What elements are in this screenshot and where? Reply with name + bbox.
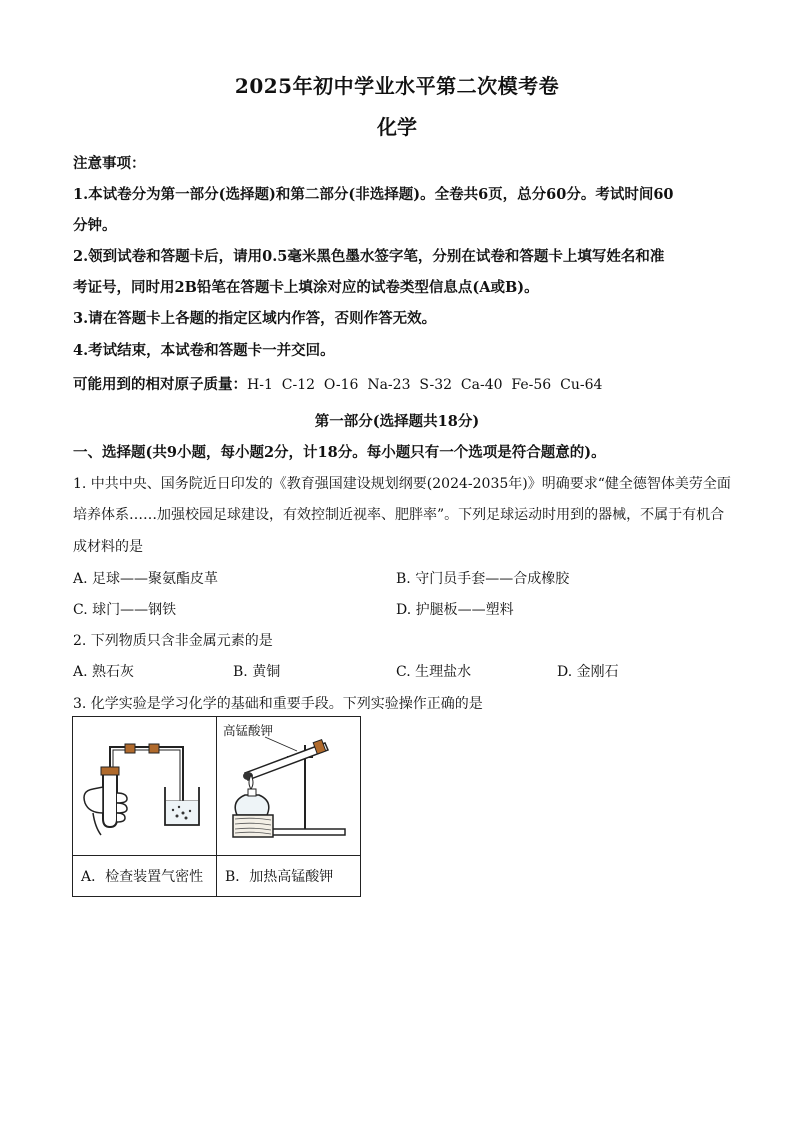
q3-caption-a: A．检查装置气密性 [73,856,217,897]
notice-item-2b: 考证号，同时用2B铅笔在答题卡上填涂对应的试卷类型信息点(A或B)。 [73,279,539,296]
q2-stem: 2. 下列物质只含非金属元素的是 [73,633,273,649]
q1-option-d: D. 护腿板——塑料 [396,602,514,618]
atomic-mass-label: 可能用到的相对原子质量： [73,376,247,393]
notice-item-1b: 分钟。 [73,217,117,234]
q1-option-c: C. 球门——钢铁 [73,602,177,618]
exam-title: 2025年初中学业水平第二次模考卷 [234,74,560,98]
q3-caption-b: B．加热高锰酸钾 [217,856,361,897]
heating-apparatus-icon [217,717,350,851]
notice-item-1a: 1.本试卷分为第一部分(选择题)和第二部分(非选择题)。全卷共6页，总分60分。考试时间60 [73,186,674,203]
q3-stem: 3. 化学实验是学习化学的基础和重要手段。下列实验操作正确的是 [73,696,483,712]
notice-heading: 注意事项： [73,155,146,172]
airtightness-apparatus-icon [73,717,216,851]
q1-line-2: 培养体系……加强校园足球建设，有效控制近视率、肥胖率”。下列足球运动时用到的器械，不属于有机合 [73,507,725,523]
q3-figure-a [73,717,217,856]
potassium-permanganate-label: 高锰酸钾 [223,723,274,738]
subject-title: 化学 [377,115,417,139]
part1-heading: 第一部分(选择题共18分) [314,413,480,430]
notice-item-4: 4.考试结束，本试卷和答题卡一并交回。 [73,342,335,359]
q1-option-a: A. 足球——聚氨酯皮革 [73,571,219,587]
q2-option-b: B. 黄铜 [233,664,281,680]
q2-option-c: C. 生理盐水 [396,664,472,680]
q2-option-d: D. 金刚石 [557,664,619,680]
atomic-mass-values: H-1 C-12 O-16 Na-23 S-32 Ca-40 Fe-56 Cu-64 [247,377,603,393]
q3-figure-b [217,717,361,856]
notice-item-2a: 2.领到试卷和答题卡后，请用0.5毫米黑色墨水签字笔，分别在试卷和答题卡上填写姓名和准 [73,248,665,265]
q1-line-3: 成材料的是 [73,539,143,555]
notice-item-3: 3.请在答题卡上各题的指定区域内作答，否则作答无效。 [73,310,437,327]
q2-option-a: A. 熟石灰 [73,664,135,680]
section-heading: 一、选择题(共9小题，每小题2分，计18分。每小题只有一个选项是符合题意的)。 [73,444,606,461]
atomic-mass-line [73,373,723,394]
q1-line-1: 1. 中共中央、国务院近日印发的《教育强国建设规划纲要(2024-2035年)》明确要求“健全德智体美劳全面 [73,476,731,492]
q1-option-b: B. 守门员手套——合成橡胶 [396,571,570,587]
q3-figure-table [72,716,361,897]
